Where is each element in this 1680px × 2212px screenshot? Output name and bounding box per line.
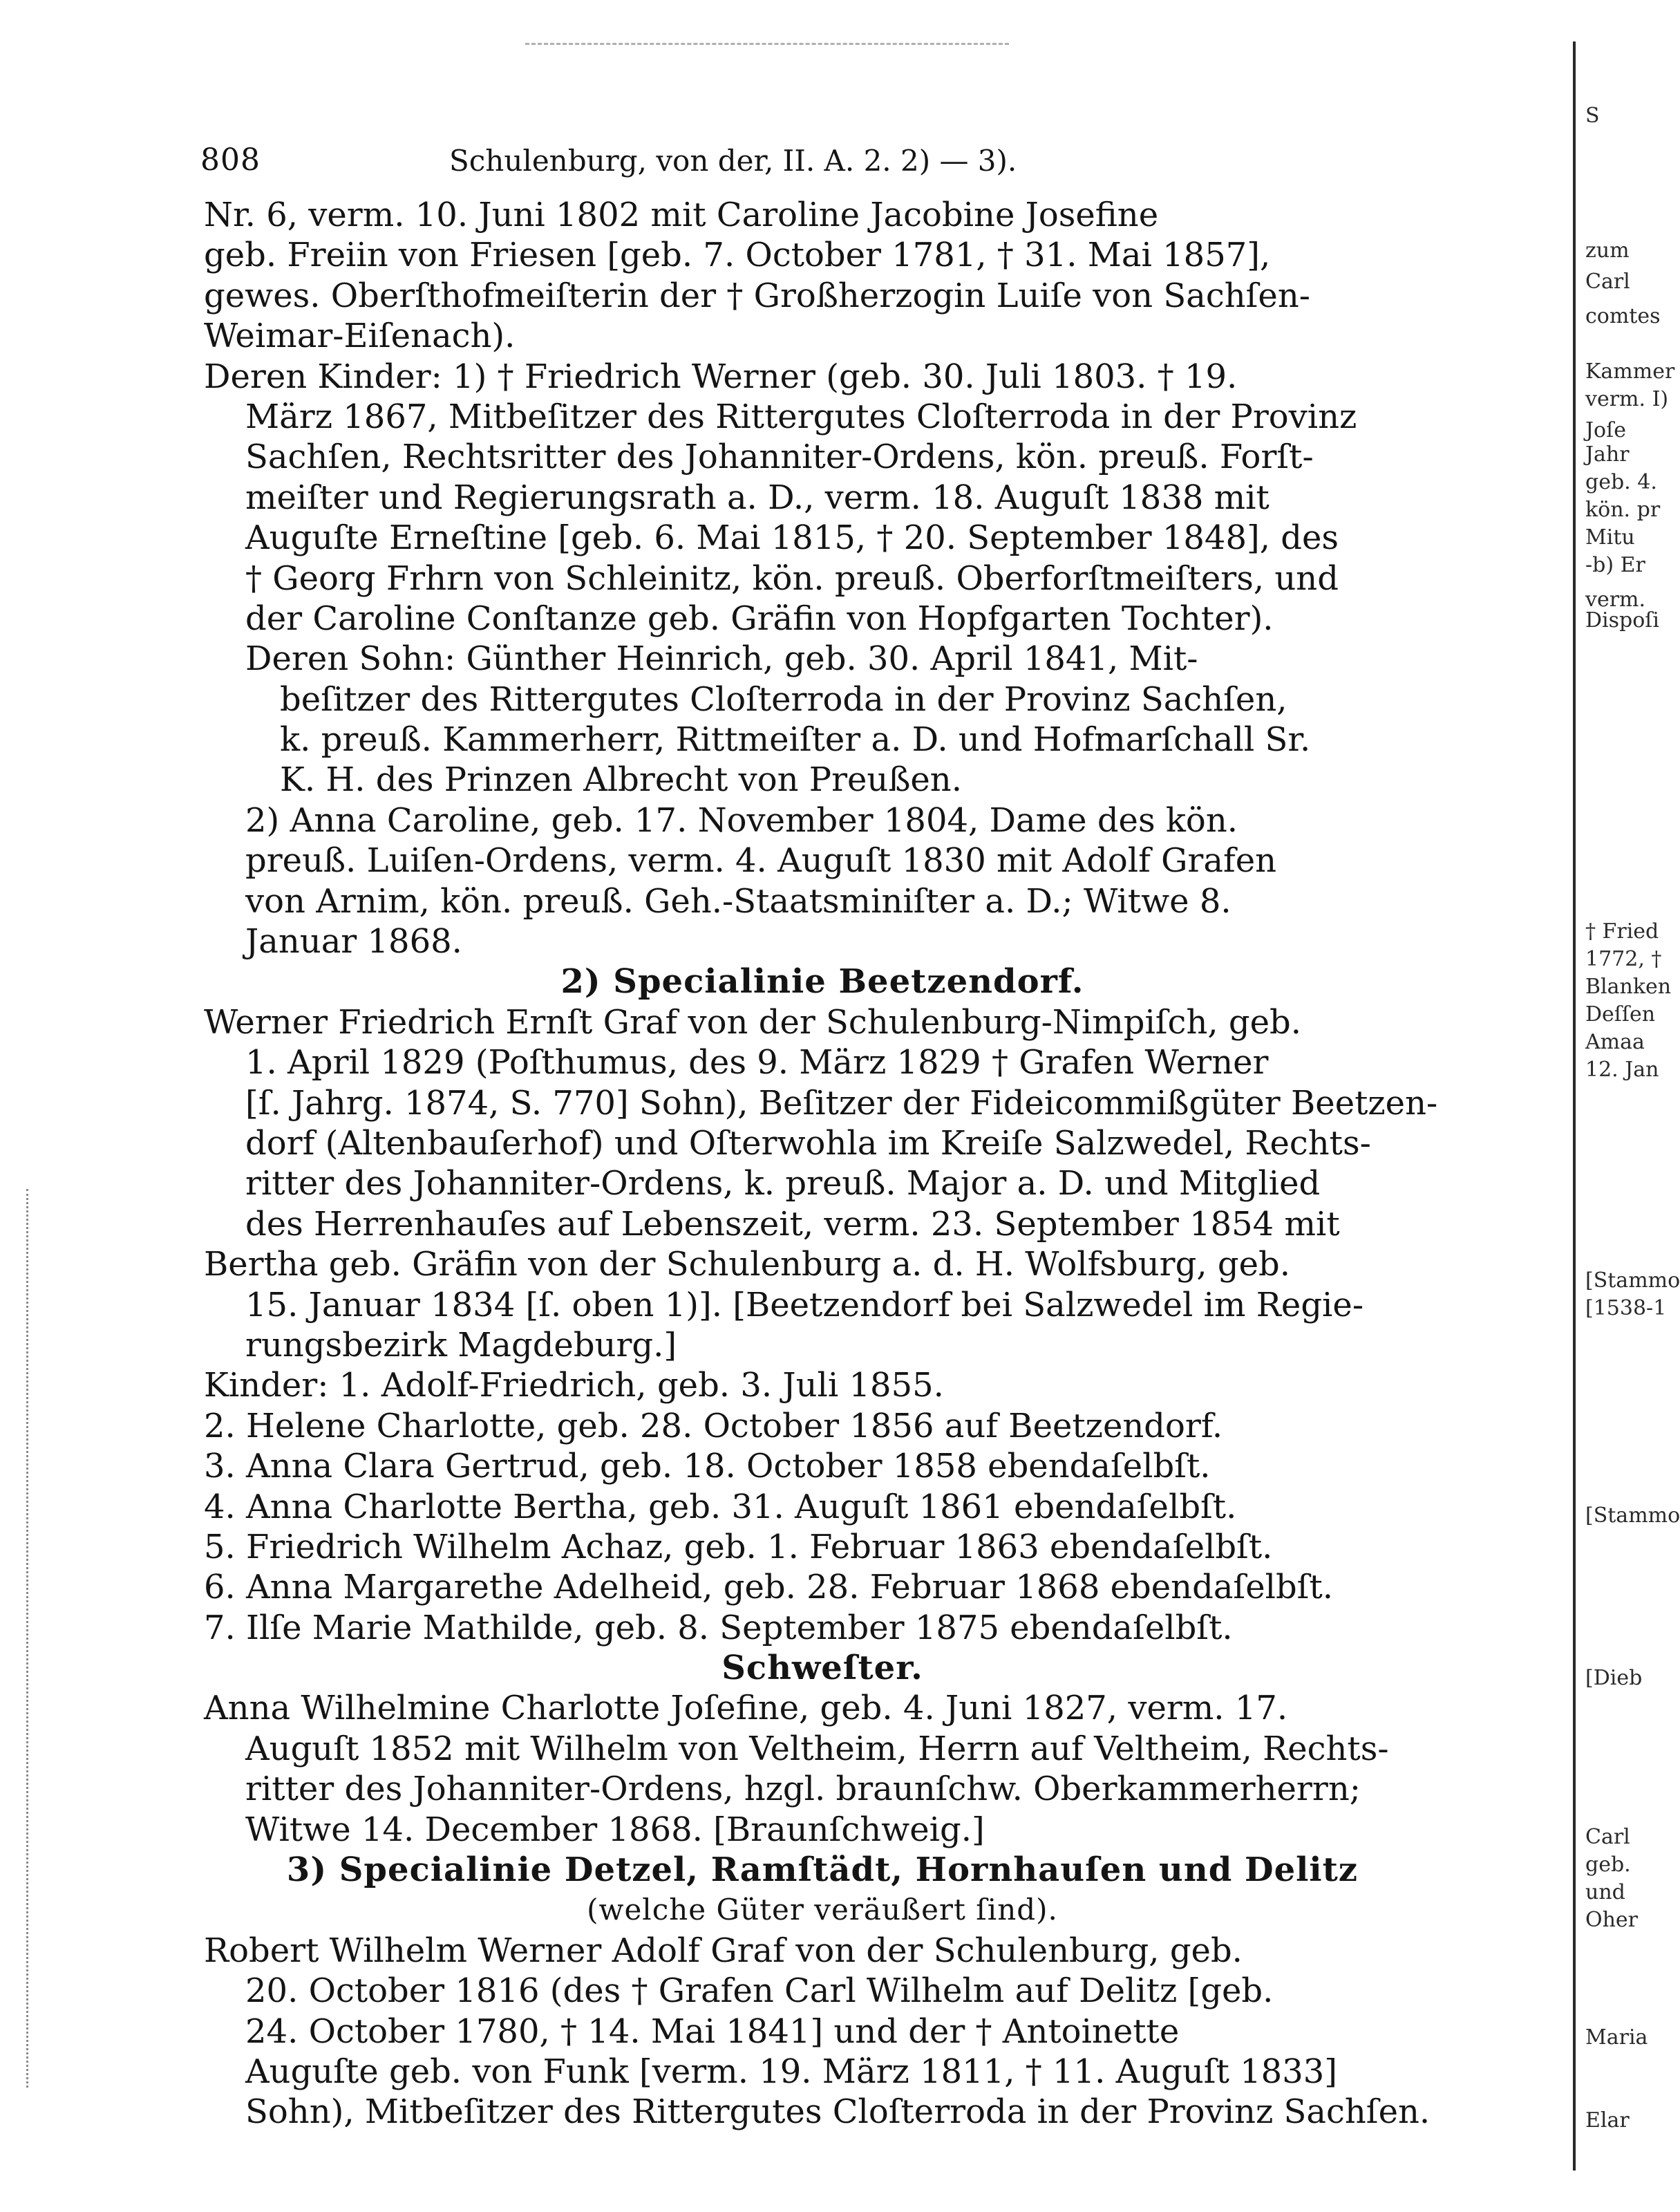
text-line: 1. April 1829 (Poſthumus, des 9. März 1829 † Grafen Werner	[245, 1043, 1269, 1082]
text-line: [ſ. Jahrg. 1874, S. 770] Sohn), Beſitzer der Fideicommißgüter Beetzen-	[245, 1083, 1438, 1123]
scan-margin-specks	[26, 1189, 34, 2088]
text-line: Deren Kinder: 1) † Friedrich Werner (geb. 30. Juli 1803. † 19.	[204, 357, 1238, 396]
text-line: meiſter und Regierungsrath a. D., verm. 18. Auguſt 1838 mit	[245, 478, 1270, 517]
text-line: Deren Sohn: Günther Heinrich, geb. 30. April 1841, Mit-	[245, 639, 1198, 679]
fragment-text: † Fried	[1585, 919, 1659, 944]
text-line: Sohn), Mitbeſitzer des Rittergutes Cloſterroda in der Provinz Sachſen.	[245, 2092, 1431, 2132]
fragment-text: Mitu	[1585, 525, 1635, 550]
fragment-text: Dispoſi	[1585, 608, 1660, 632]
text-line: ritter des Johanniter-Ordens, hzgl. braunſchw. Oberkammerherrn;	[245, 1770, 1361, 1809]
text-line: Auguſte geb. von Funk [verm. 19. März 1811, † 11. Auguſt 1833]	[245, 2052, 1337, 2091]
text-line: k. preuß. Kammerherr, Rittmeiſter a. D. und Hofmarſchall Sr.	[280, 720, 1311, 760]
adjacent-page-fragment	[1567, 0, 1680, 2212]
fragment-text: S	[1585, 104, 1600, 128]
fragment-text: -b) Er	[1585, 553, 1645, 577]
text-line: Auguſt 1852 mit Wilhelm von Veltheim, Herrn auf Veltheim, Rechts-	[245, 1729, 1389, 1768]
text-line: ritter des Johanniter-Ordens, k. preuß. Major a. D. und Mitglied	[245, 1164, 1321, 1203]
fragment-text: geb.	[1585, 1853, 1631, 1877]
scan-top-rule	[525, 43, 1009, 45]
text-line: Januar 1868.	[245, 922, 462, 962]
fragment-text: Oher	[1585, 1908, 1639, 1932]
fragment-text: 12. Jan	[1585, 1058, 1659, 1082]
section-heading: 2) Specialinie Beetzendorf.	[560, 962, 1084, 1002]
text-line: Kinder: 1. Adolf-Friedrich, geb. 3. Juli 1855.	[204, 1366, 944, 1405]
text-line: Weimar-Eiſenach).	[204, 317, 516, 356]
text-line: 6. Anna Margarethe Adelheid, geb. 28. Februar 1868 ebendaſelbſt.	[204, 1568, 1333, 1607]
text-line: März 1867, Mitbeſitzer des Rittergutes Cloſterroda in der Provinz	[245, 397, 1357, 436]
text-line: beſitzer des Rittergutes Cloſterroda in der Provinz Sachſen,	[280, 679, 1287, 719]
text-line: Robert Wilhelm Werner Adolf Graf von der Schulenburg, geb.	[204, 1931, 1243, 1970]
text-line: preuß. Luiſen-Ordens, verm. 4. Auguſt 1830 mit Adolf Grafen	[245, 841, 1277, 881]
text-line: Nr. 6, verm. 10. Juni 1802 mit Caroline Jacobine Josefine	[204, 196, 1159, 234]
fragment-text: Amaa	[1585, 1030, 1645, 1054]
fragment-text: zum	[1585, 238, 1630, 263]
text-line: 24. October 1780, † 14. Mai 1841] und der † Antoinette	[245, 2012, 1180, 2051]
text-line: K. H. des Prinzen Albrecht von Preußen.	[280, 760, 962, 800]
fragment-text: Maria	[1585, 2025, 1648, 2050]
text-line: der Caroline Conſtanze geb. Gräfin von Hopfgarten Tochter).	[245, 599, 1274, 638]
text-line: Anna Wilhelmine Charlotte Joſefine, geb. 4. Juni 1827, verm. 17.	[204, 1689, 1288, 1728]
body-text	[204, 195, 1441, 2133]
fragment-text: verm. I)	[1585, 387, 1669, 411]
page-gutter-rule	[1573, 41, 1576, 2171]
fragment-text: Joſe	[1585, 418, 1626, 442]
fragment-text: verm.	[1585, 588, 1646, 612]
text-line: Auguſte Erneſtine [geb. 6. Mai 1815, † 20. September 1848], des	[245, 518, 1339, 558]
text-line: gewes. Oberſthofmeiſterin der † Großherzogin Luiſe von Sachſen-	[204, 276, 1310, 315]
text-line: dorf (Altenbauſerhof) und Oſterwohla im Kreiſe Salzwedel, Rechts-	[245, 1123, 1371, 1163]
fragment-text: geb. 4.	[1585, 470, 1657, 494]
text-line: 20. October 1816 (des † Grafen Carl Wilhelm auf Delitz [geb.	[245, 1971, 1274, 2011]
fragment-text: und	[1585, 1880, 1625, 1904]
text-line: geb. Freiin von Friesen [geb. 7. October 1781, † 31. Mai 1857],	[204, 236, 1271, 275]
fragment-text: Elar	[1585, 2108, 1630, 2133]
fragment-text: Deſſen	[1585, 1002, 1656, 1027]
text-line: Witwe 14. December 1868. [Braunſchweig.]	[245, 1810, 985, 1849]
fragment-text: Carl	[1585, 270, 1630, 294]
fragment-text: [1538-1	[1585, 1296, 1667, 1320]
text-line: Sachſen, Rechtsritter des Johanniter-Ordens, kön. preuß. Forſt-	[245, 438, 1314, 477]
text-line: 15. Januar 1834 [ſ. oben 1)]. [Beetzendorf bei Salzwedel im Regie-	[245, 1285, 1364, 1324]
text-line: 2) Anna Caroline, geb. 17. November 1804, Dame des kön.	[245, 800, 1238, 840]
running-title: Schulenburg, von der, II. A. 2. 2) — 3).	[449, 144, 1017, 178]
text-line: 3. Anna Clara Gertrud, geb. 18. October 1858 ebendaſelbſt.	[204, 1447, 1211, 1486]
fragment-text: comtes	[1585, 304, 1661, 328]
text-line: 7. Ilſe Marie Mathilde, geb. 8. September 1875 ebendaſelbſt.	[204, 1608, 1233, 1647]
fragment-text: [Dieb	[1585, 1666, 1643, 1690]
fragment-text: Jahr	[1585, 442, 1630, 467]
text-line: Werner Friedrich Ernſt Graf von der Schulenburg-Nimpiſch, geb.	[204, 1002, 1301, 1042]
text-line: Bertha geb. Gräfin von der Schulenburg a. d. H. Wolfsburg, geb.	[204, 1245, 1290, 1284]
section-heading: 3) Specialinie Detzel, Ramſtädt, Hornhauſen und Delitz	[286, 1850, 1359, 1890]
text-line: † Georg Frhrn von Schleinitz, kön. preuß. Oberforſtmeiſters, und	[245, 559, 1339, 598]
fragment-text: kön. pr	[1585, 498, 1661, 522]
text-line: rungsbezirk Magdeburg.]	[245, 1325, 677, 1365]
text-line: von Arnim, kön. preuß. Geh.-Staatsminiſter a. D.; Witwe 8.	[245, 881, 1231, 921]
page-header	[200, 142, 1437, 184]
text-line: 5. Friedrich Wilhelm Achaz, geb. 1. Februar 1863 ebendaſelbſt.	[204, 1527, 1273, 1566]
fragment-text: [Stammo	[1585, 1503, 1680, 1528]
section-heading: Schweſter.	[721, 1649, 923, 1688]
fragment-text: 1772, †	[1585, 947, 1662, 971]
fragment-text: [Stammo	[1585, 1268, 1680, 1293]
section-subheading: (welche Güter veräußert ſind).	[587, 1893, 1058, 1927]
text-line: des Herrenhauſes auf Lebenszeit, verm. 23. September 1854 mit	[245, 1204, 1340, 1244]
text-line: 4. Anna Charlotte Bertha, geb. 31. Auguſt 1861 ebendaſelbſt.	[204, 1487, 1237, 1526]
fragment-text: Blanken	[1585, 975, 1672, 999]
fragment-text: Kammer	[1585, 359, 1675, 384]
fragment-text: Carl	[1585, 1825, 1630, 1849]
text-line: 2. Helene Charlotte, geb. 28. October 1856 auf Beetzendorf.	[204, 1406, 1223, 1445]
page-number: 808	[200, 142, 261, 178]
